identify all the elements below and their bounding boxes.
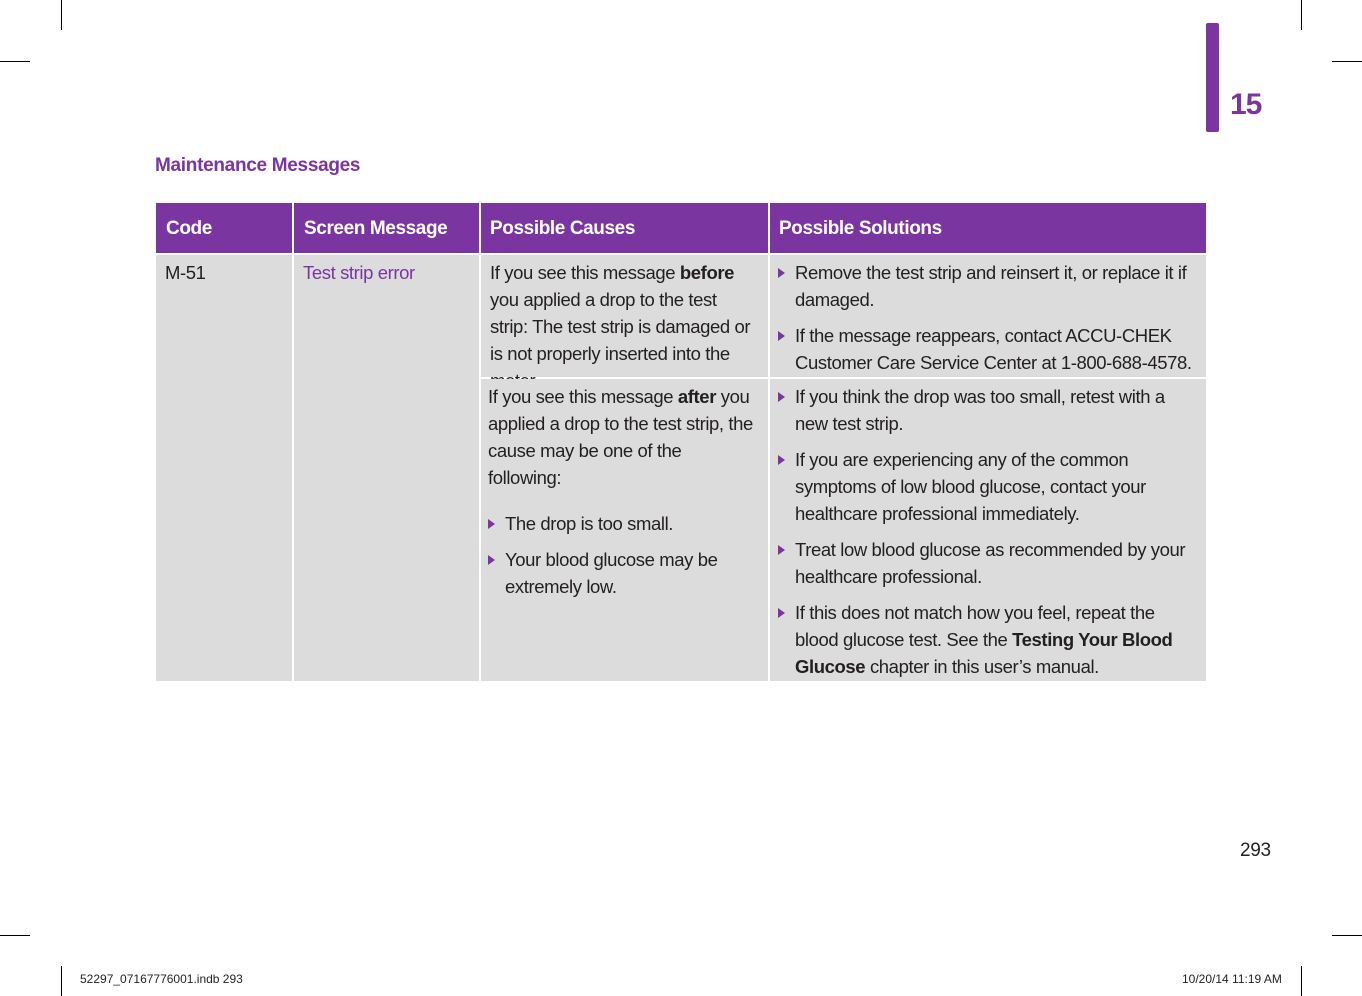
header-code: Code [156,203,292,253]
cause-1-text: If you see this message [490,262,680,283]
crop-mark [1301,0,1302,30]
bullet-arrow-icon [488,519,495,529]
solution-text: If this does not match how you feel, repeat the blood glucose test. See the [795,602,1155,650]
cause-2-emphasis: after [677,386,716,407]
screen-message-value: Test strip error [303,262,415,283]
cause-2-intro [488,383,758,491]
solution-item [778,599,1196,680]
page-number: 293 [1240,840,1271,861]
bullet-arrow-icon [778,392,785,402]
cause-1-emphasis: before [679,262,735,283]
crop-mark [61,0,62,30]
bullet-arrow-icon [778,545,785,555]
crop-mark [61,966,62,996]
chapter-reference: Testing Your Blood Glucose [795,629,1173,677]
cell-solutions-1 [770,255,1206,377]
footer-file-info: 52297_07167776001.indb 293 [80,972,243,986]
chapter-tab-bar [1206,23,1219,132]
cause-bullet-text: The drop is too small. [505,513,674,534]
cell-solutions-2 [770,379,1206,681]
header-screen-message: Screen Message [294,203,479,253]
cell-code [156,255,292,681]
cell-cause-1 [481,255,768,377]
footer-timestamp: 10/20/14 11:19 AM [1182,972,1282,986]
solution-text: If you think the drop was too small, retest with a new test strip. [795,386,1165,434]
solution-text: If you are experiencing any of the common symptoms of low blood glucose, contact your healthcare professional immediately. [795,449,1146,524]
bullet-arrow-icon [778,268,785,278]
bullet-arrow-icon [778,455,785,465]
solution-item [778,383,1196,437]
header-possible-solutions: Possible Solutions [770,203,1206,253]
solution-item [778,259,1196,313]
solution-text-cont: chapter in this user’s manual. [865,656,1099,677]
cause-bullet [488,510,758,537]
cause-bullet-text: Your blood glucose may be extremely low. [505,549,718,597]
section-title: Maintenance Messages [155,155,361,176]
crop-mark [0,935,30,936]
crop-mark [1301,966,1302,996]
bullet-arrow-icon [778,331,785,341]
solution-text: If the message reappears, contact ACCU-CHEK Customer Care Service Center at 1-800-688-4578. [795,325,1192,373]
cause-1-text-cont: you applied a drop to the test strip: The test strip is damaged or is not properly inserted into the [490,289,751,364]
cause-2-text: If you see this message [488,386,678,407]
crop-mark [1332,61,1362,62]
crop-mark [1332,935,1362,936]
solution-text: Treat low blood glucose as recommended by your healthcare professional. [795,539,1186,587]
code-value: M-51 [165,262,206,283]
cell-screen-message [294,255,479,681]
maintenance-messages-table [156,203,1206,681]
solution-item [778,322,1196,376]
cause-bullet [488,546,758,600]
chapter-number: 15 [1230,88,1262,121]
header-possible-causes: Possible Causes [481,203,768,253]
solution-text: Remove the test strip and reinsert it, or replace it if damaged. [795,262,1187,310]
bullet-arrow-icon [488,555,495,565]
crop-mark [0,61,30,62]
cell-cause-2 [481,379,768,681]
solution-item [778,536,1196,590]
solution-item [778,446,1196,527]
cause-2-text-cont: you applied a drop to the test strip, the cause may be one of the following: [488,386,753,488]
bullet-arrow-icon [778,608,785,618]
